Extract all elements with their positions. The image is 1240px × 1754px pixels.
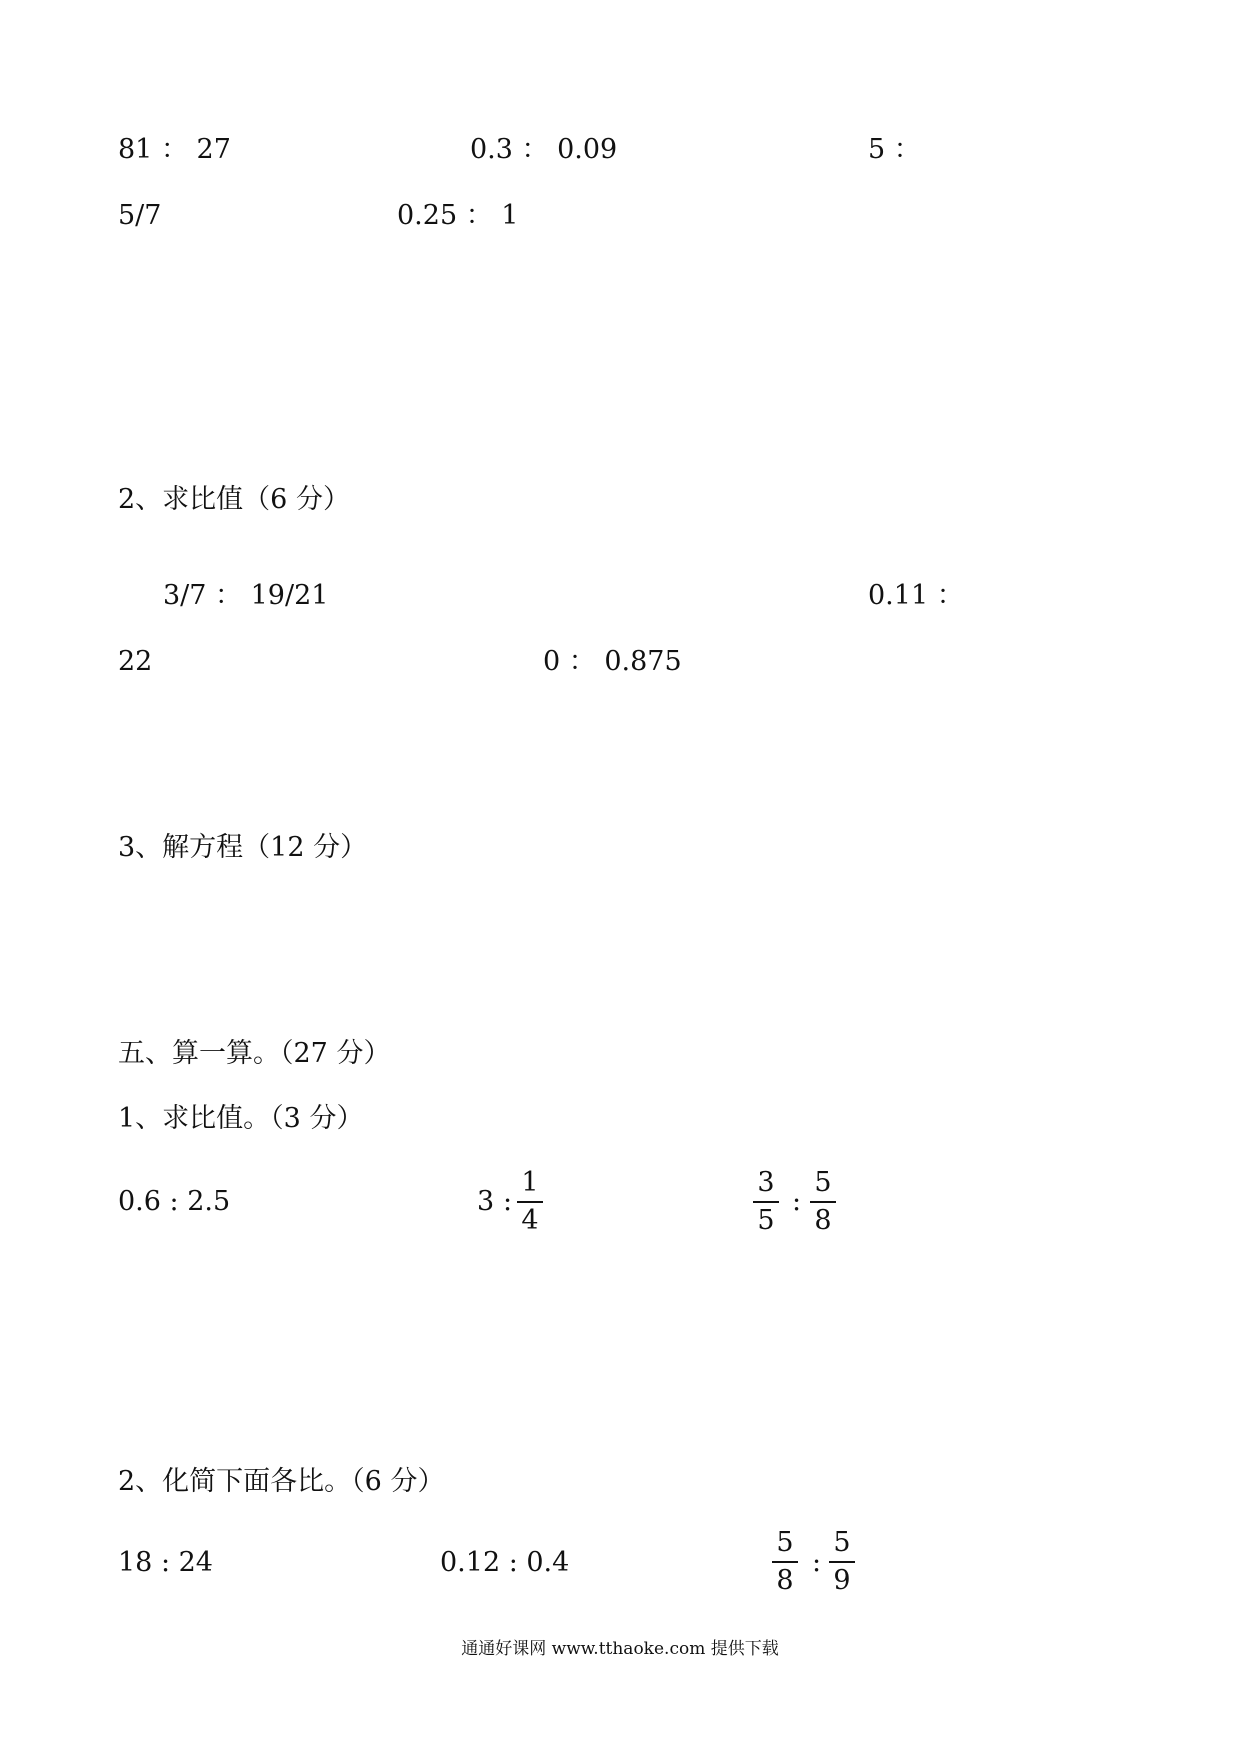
colon: : — [503, 1186, 513, 1217]
ratio-3-whole: 3 — [477, 1186, 495, 1217]
q3-heading: 3、解方程（12 分） — [118, 832, 368, 863]
value-22: 22 — [118, 646, 153, 677]
fraction-3-5 — [751, 1168, 781, 1236]
colon: : — [792, 1186, 802, 1217]
fraction-bar — [753, 1201, 779, 1203]
fraction-5-8 — [808, 1168, 838, 1236]
fraction-numerator: 5 — [833, 1527, 851, 1558]
footer-download-note: 通通好课网 www.tthaoke.com 提供下载 — [461, 1639, 779, 1659]
section5-heading: 五、算一算。（27 分） — [118, 1038, 391, 1069]
fraction-bar — [829, 1561, 855, 1563]
ratio-0.25-1: 0.25 ： 1 — [397, 200, 519, 231]
fraction-numerator: 1 — [521, 1167, 539, 1198]
ratio-81-27: 81 ： 27 — [118, 134, 231, 165]
ratio-0.12-0.4: 0.12 : 0.4 — [440, 1547, 570, 1578]
fraction-5-8 — [770, 1528, 800, 1596]
ratio-5: 5 ： — [868, 134, 921, 165]
fraction-bar — [772, 1561, 798, 1563]
section5-q2-heading: 2、化简下面各比。（6 分） — [118, 1466, 445, 1497]
fraction-5-7: 5/7 — [118, 200, 162, 231]
fraction-denominator: 5 — [757, 1205, 775, 1236]
fraction-denominator: 9 — [833, 1565, 851, 1596]
fraction-5-9 — [827, 1528, 857, 1596]
fraction-denominator: 8 — [776, 1565, 794, 1596]
fraction-denominator: 8 — [814, 1205, 832, 1236]
ratio-0.6-2.5: 0.6 : 2.5 — [118, 1186, 231, 1217]
colon: : — [812, 1547, 822, 1578]
fraction-1-4 — [515, 1168, 545, 1236]
fraction-bar — [810, 1201, 836, 1203]
fraction-bar — [517, 1201, 543, 1203]
ratio-0.3-0.09: 0.3 ： 0.09 — [470, 134, 618, 165]
ratio-18-24: 18 : 24 — [118, 1547, 213, 1578]
q2-heading: 2、求比值（6 分） — [118, 484, 350, 515]
ratio-3-7-19-21: 3/7 ： 19/21 — [163, 580, 329, 611]
fraction-numerator: 5 — [814, 1167, 832, 1198]
fraction-numerator: 5 — [776, 1527, 794, 1558]
fraction-denominator: 4 — [521, 1205, 539, 1236]
section5-q1-heading: 1、求比值。（3 分） — [118, 1103, 364, 1134]
fraction-numerator: 3 — [757, 1167, 775, 1198]
ratio-0.11: 0.11 ： — [868, 580, 964, 611]
ratio-0-0.875: 0 ： 0.875 — [543, 646, 682, 677]
